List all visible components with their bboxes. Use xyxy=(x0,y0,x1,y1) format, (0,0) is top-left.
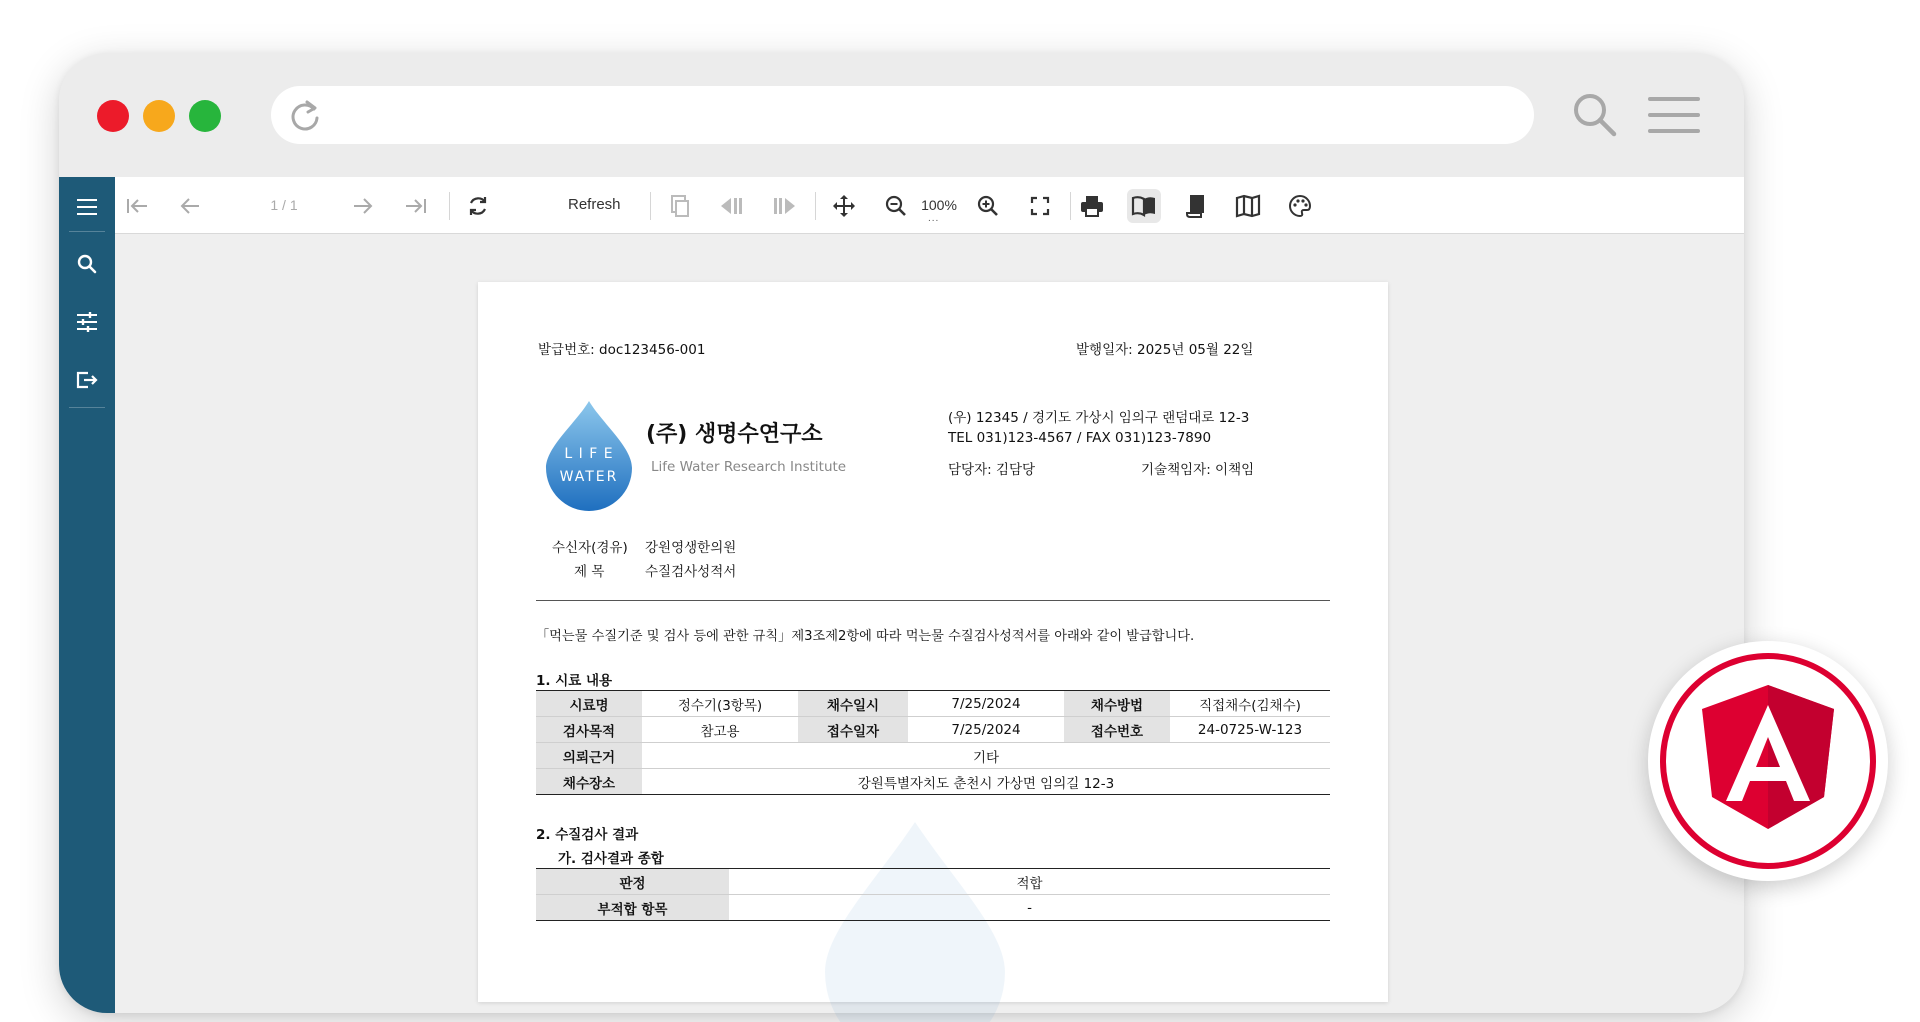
zoom-out-button[interactable] xyxy=(879,189,913,223)
table-header-cell: 검사목적 xyxy=(536,717,642,743)
last-page-icon xyxy=(404,196,428,216)
angular-logo-badge xyxy=(1648,641,1888,881)
recipient-label: 수신자(경유) xyxy=(552,540,628,556)
address-bar[interactable] xyxy=(271,86,1534,144)
document-copy-icon xyxy=(669,194,691,218)
pan-mode-button[interactable] xyxy=(827,189,861,223)
table-header-cell: 판정 xyxy=(536,869,729,895)
zoom-in-button[interactable] xyxy=(971,189,1005,223)
company-phone: TEL 031)123-4567 / FAX 031)123-7890 xyxy=(948,430,1212,446)
table-cell: 직접채수(김채수) xyxy=(1170,691,1330,717)
recipient-value: 강원영생한의원 xyxy=(645,540,737,556)
logo-text-line2: WATER xyxy=(559,469,619,485)
toolbar-divider xyxy=(449,192,450,220)
sample-info-table xyxy=(536,690,1330,795)
move-icon xyxy=(831,193,857,219)
sidebar-divider xyxy=(69,231,105,232)
issue-number: 발급번호: doc123456-001 xyxy=(538,342,706,358)
angular-icon xyxy=(1648,641,1888,881)
table-header-cell: 의뢰근거 xyxy=(536,743,642,769)
theme-button[interactable] xyxy=(1283,189,1317,223)
section-sample-title: 1. 시료 내용 xyxy=(536,673,613,689)
table-cell: - xyxy=(729,895,1330,921)
galley-mode-button[interactable] xyxy=(1127,189,1161,223)
table-row xyxy=(536,743,1330,769)
minimize-window-button[interactable] xyxy=(143,100,175,132)
refresh-button[interactable] xyxy=(461,189,495,223)
sliders-icon xyxy=(75,311,99,333)
close-window-button[interactable] xyxy=(97,100,129,132)
search-icon[interactable] xyxy=(1570,90,1620,140)
next-page-button[interactable] xyxy=(346,189,380,223)
sidebar-export-button[interactable] xyxy=(67,360,107,400)
table-cell: 7/25/2024 xyxy=(908,717,1064,743)
map-view-button[interactable] xyxy=(1231,189,1265,223)
subject-value: 수질검사성적서 xyxy=(645,564,737,580)
result-summary-table xyxy=(536,868,1330,921)
table-header-cell: 시료명 xyxy=(536,691,642,717)
table-header-cell: 채수일시 xyxy=(798,691,908,717)
continuous-view-button[interactable] xyxy=(663,189,697,223)
document-scroll-icon xyxy=(1184,193,1208,219)
refresh-label[interactable]: Refresh xyxy=(568,196,621,213)
logo-text-line1: L I F E xyxy=(564,446,614,462)
zoom-options-indicator[interactable]: ... xyxy=(928,213,940,224)
table-header-cell: 채수장소 xyxy=(536,769,642,795)
company-english-name: Life Water Research Institute xyxy=(651,459,847,475)
table-cell: 24-0725-W-123 xyxy=(1170,717,1330,743)
skip-back-icon xyxy=(719,196,745,216)
previous-page-button[interactable] xyxy=(173,189,207,223)
table-cell: 참고용 xyxy=(642,717,798,743)
arrow-left-icon xyxy=(179,196,201,216)
viewer-sidebar xyxy=(59,177,115,1013)
reload-icon[interactable] xyxy=(287,98,323,134)
table-header-cell: 접수일자 xyxy=(798,717,908,743)
sidebar-search-button[interactable] xyxy=(67,244,107,284)
intro-paragraph: 「먹는물 수질기준 및 검사 등에 관한 규칙」제3조제2항에 따라 먹는물 수질검사성적서를 아래와 같이 발급합니다. xyxy=(536,629,1195,644)
table-header-cell: 부적합 항목 xyxy=(536,895,729,921)
arrow-right-icon xyxy=(352,196,374,216)
fullscreen-icon xyxy=(1029,195,1051,217)
table-header-cell: 채수방법 xyxy=(1064,691,1170,717)
skip-forward-icon xyxy=(771,196,797,216)
zoom-in-icon xyxy=(976,194,1000,218)
technical-manager-name: 기술책임자: 이책임 xyxy=(1141,462,1255,478)
table-cell: 7/25/2024 xyxy=(908,691,1064,717)
toolbar-divider xyxy=(815,192,816,220)
hamburger-menu-icon[interactable] xyxy=(1647,95,1701,135)
table-row xyxy=(536,691,1330,717)
toolbar-divider xyxy=(650,192,651,220)
manager-name: 담당자: 김담당 xyxy=(948,462,1036,478)
last-page-button[interactable] xyxy=(399,189,433,223)
company-address: (우) 12345 / 경기도 가상시 임의구 랜덤대로 12-3 xyxy=(948,410,1250,426)
page-indicator[interactable]: 1 / 1 xyxy=(270,197,298,213)
toolbar-divider xyxy=(1070,192,1071,220)
backward-history-button[interactable] xyxy=(715,189,749,223)
single-page-mode-button[interactable] xyxy=(1179,189,1213,223)
table-cell: 기타 xyxy=(642,743,1330,769)
table-row xyxy=(536,895,1330,921)
map-icon xyxy=(1235,194,1261,218)
section-result-title: 2. 수질검사 결과 xyxy=(536,827,639,843)
company-name: (주) 생명수연구소 xyxy=(646,422,823,447)
table-header-cell: 접수번호 xyxy=(1064,717,1170,743)
viewer-toolbar xyxy=(115,177,1744,234)
section-result-summary-title: 가. 검사결과 종합 xyxy=(558,851,664,867)
water-drop-watermark xyxy=(815,822,1015,1022)
browser-titlebar xyxy=(59,53,1744,177)
printer-icon xyxy=(1079,194,1105,218)
zoom-level[interactable]: 100% xyxy=(921,197,957,213)
table-row xyxy=(536,769,1330,795)
menu-icon xyxy=(75,197,99,217)
table-cell: 강원특별자치도 춘천시 가상면 임의길 12-3 xyxy=(642,769,1330,795)
header-divider xyxy=(536,600,1330,601)
table-cell: 적합 xyxy=(729,869,1330,895)
table-row xyxy=(536,717,1330,743)
open-book-icon xyxy=(1130,195,1158,217)
refresh-icon xyxy=(466,194,490,218)
table-row xyxy=(536,869,1330,895)
sidebar-divider xyxy=(69,407,105,408)
sidebar-menu-button[interactable] xyxy=(67,187,107,227)
first-page-button[interactable] xyxy=(120,189,154,223)
fullscreen-button[interactable] xyxy=(1023,189,1057,223)
forward-history-button[interactable] xyxy=(767,189,801,223)
search-icon xyxy=(76,253,98,275)
subject-label: 제 목 xyxy=(574,564,605,580)
sidebar-parameters-button[interactable] xyxy=(67,302,107,342)
print-button[interactable] xyxy=(1075,189,1109,223)
first-page-icon xyxy=(125,196,149,216)
zoom-out-icon xyxy=(884,194,908,218)
issue-date: 발행일자: 2025년 05월 22일 xyxy=(1076,342,1254,358)
maximize-window-button[interactable] xyxy=(189,100,221,132)
table-cell: 정수기(3항목) xyxy=(642,691,798,717)
export-icon xyxy=(75,369,99,391)
report-page xyxy=(478,282,1388,1002)
palette-icon xyxy=(1288,194,1312,218)
